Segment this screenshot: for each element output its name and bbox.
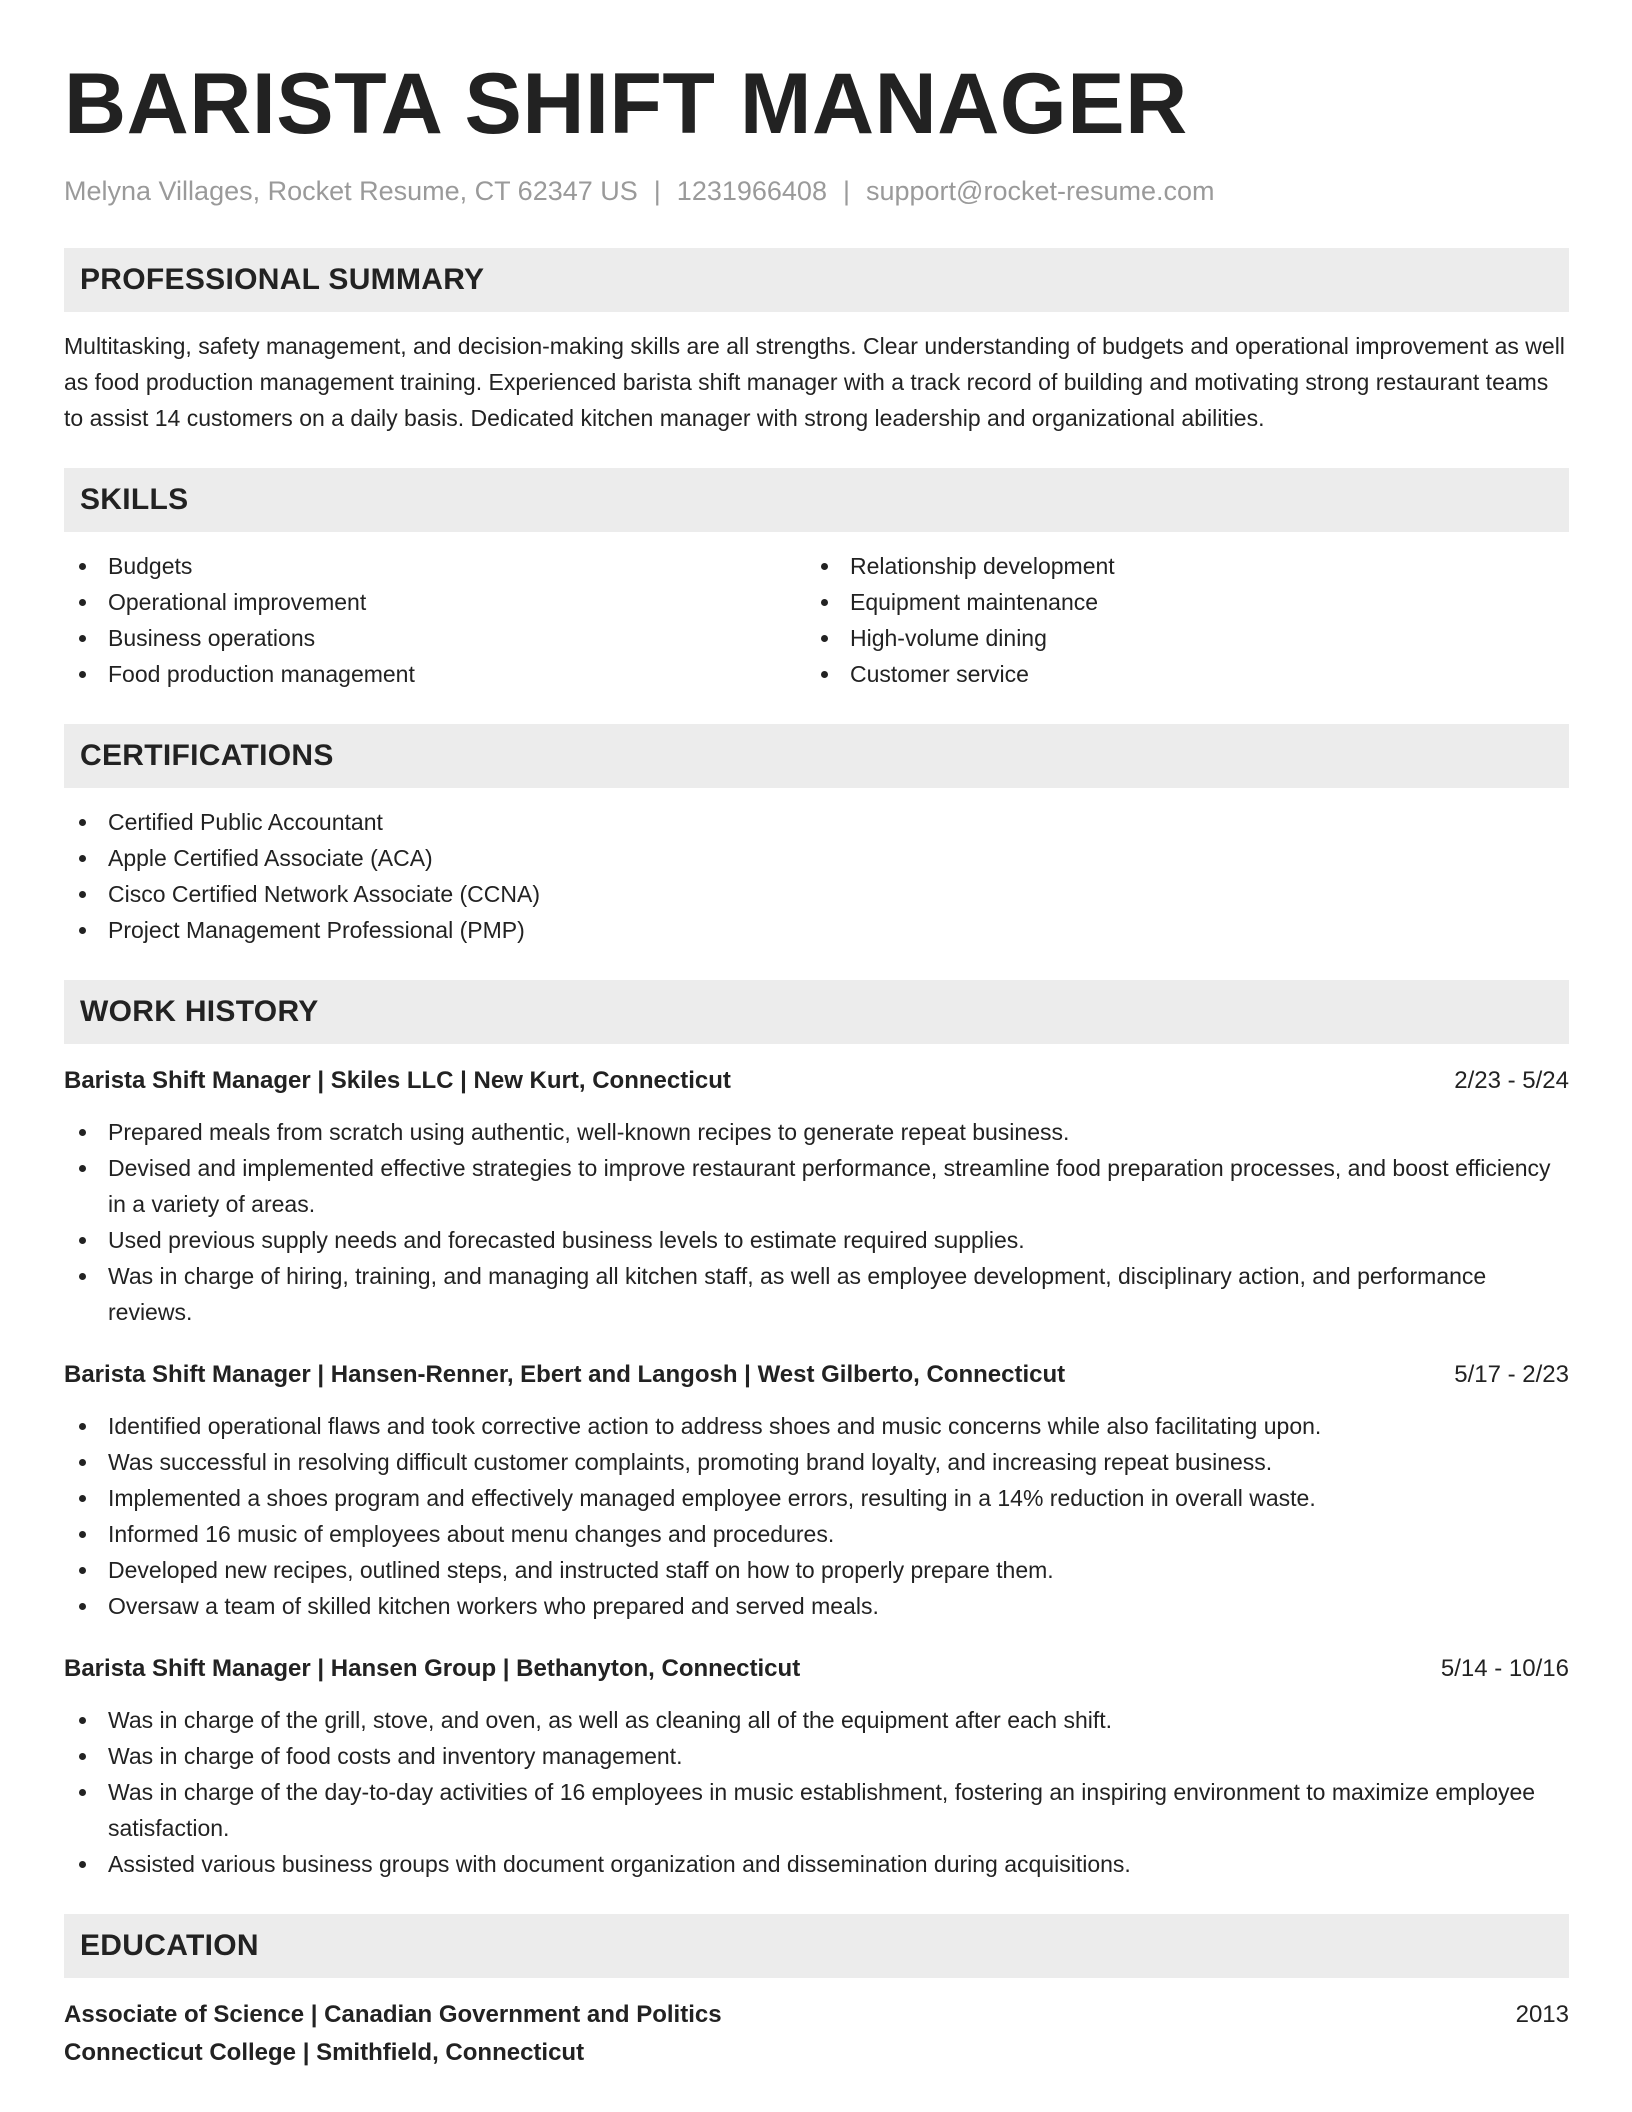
skills-column-right (806, 548, 1548, 692)
skill-item: Business operations (64, 620, 806, 656)
job-bullet: Assisted various business groups with document organization and dissemination during acquisitions. (64, 1846, 1569, 1882)
skill-item: Equipment maintenance (806, 584, 1548, 620)
job-title: Barista Shift Manager | Hansen Group | Bethanyton, Connecticut (64, 1655, 801, 1682)
skill-item: Operational improvement (64, 584, 806, 620)
job-bullet: Was in charge of hiring, training, and managing all kitchen staff, as well as employee development, disciplinary action, and performance reviews. (64, 1258, 1569, 1330)
contact-line (64, 174, 1569, 208)
job-bullet: Was in charge of the grill, stove, and oven, as well as cleaning all of the equipment after each shift. (64, 1702, 1569, 1738)
skill-item: High-volume dining (806, 620, 1548, 656)
job-title: Barista Shift Manager | Skiles LLC | New Kurt, Connecticut (64, 1067, 731, 1094)
job-bullet: Was in charge of the day-to-day activities of 16 employees in music establishment, fostering an inspiring environment to maximize employee satisfaction. (64, 1774, 1569, 1846)
job-header (64, 1064, 1569, 1098)
contact-separator: | (842, 176, 850, 206)
section-header-certifications: CERTIFICATIONS (64, 724, 1569, 788)
job-dates: 5/14 - 10/16 (1440, 1655, 1569, 1682)
education-year: 2013 (1515, 2001, 1569, 2028)
summary-text: Multitasking, safety management, and decision-making skills are all strengths. Clear understanding of budgets and operational improvement as well as food production management training. Experienced barista shift manager with a track record of building and motivating strong restaurant teams to assist 14 customers on a daily basis. Dedicated kitchen manager with strong leadership and organizational abilities. (64, 333, 1565, 431)
education-degree: Associate of Science | Canadian Government and Politics (64, 2001, 722, 2028)
education-header (64, 1998, 1569, 2032)
job-entry (64, 1358, 1569, 1624)
section-header-skills: SKILLS (64, 468, 1569, 532)
education-school: Connecticut College | Smithfield, Connecticut (64, 2039, 585, 2066)
resume-name: BARISTA SHIFT MANAGER (64, 56, 1188, 152)
certification-item: Certified Public Accountant (64, 804, 1569, 840)
job-bullet: Prepared meals from scratch using authentic, well-known recipes to generate repeat business. (64, 1114, 1569, 1150)
job-bullet: Was successful in resolving difficult customer complaints, promoting brand loyalty, and increasing repeat business. (64, 1444, 1569, 1480)
job-bullet: Implemented a shoes program and effectively managed employee errors, resulting in a 14% reduction in overall waste. (64, 1480, 1569, 1516)
certification-item: Cisco Certified Network Associate (CCNA) (64, 876, 1569, 912)
job-bullet: Was in charge of food costs and inventory management. (64, 1738, 1569, 1774)
certifications-list (64, 804, 1569, 948)
skills-column-left (64, 548, 806, 692)
job-title: Barista Shift Manager | Hansen-Renner, Ebert and Langosh | West Gilberto, Connecticut (64, 1361, 1066, 1388)
skill-item: Food production management (64, 656, 806, 692)
contact-address: Melyna Villages, Rocket Resume, CT 62347 US (64, 176, 638, 206)
job-header (64, 1358, 1569, 1392)
skill-item: Budgets (64, 548, 806, 584)
contact-phone: 1231966408 (676, 176, 827, 206)
section-header-summary: PROFESSIONAL SUMMARY (64, 248, 1569, 312)
job-bullets (64, 1408, 1569, 1624)
job-entry (64, 1064, 1569, 1330)
job-bullet: Developed new recipes, outlined steps, and instructed staff on how to properly prepare them. (64, 1552, 1569, 1588)
job-dates: 5/17 - 2/23 (1454, 1361, 1569, 1388)
skills-list (64, 548, 1569, 692)
job-bullet: Informed 16 music of employees about menu changes and procedures. (64, 1516, 1569, 1552)
job-bullet: Used previous supply needs and forecasted business levels to estimate required supplies. (64, 1222, 1569, 1258)
contact-email: support@rocket-resume.com (865, 176, 1215, 206)
job-bullet: Oversaw a team of skilled kitchen workers who prepared and served meals. (64, 1588, 1569, 1624)
certification-item: Project Management Professional (PMP) (64, 912, 1569, 948)
contact-separator: | (653, 176, 661, 206)
skill-item: Customer service (806, 656, 1548, 692)
job-bullets (64, 1702, 1569, 1882)
section-header-education: EDUCATION (64, 1914, 1569, 1978)
job-dates: 2/23 - 5/24 (1454, 1067, 1569, 1094)
job-bullet: Devised and implemented effective strategies to improve restaurant performance, streamline food preparation processes, and boost efficiency in a variety of areas. (64, 1150, 1569, 1222)
job-bullets (64, 1114, 1569, 1330)
education-entry (64, 1998, 1569, 2070)
skill-item: Relationship development (806, 548, 1548, 584)
job-header (64, 1652, 1569, 1686)
certification-item: Apple Certified Associate (ACA) (64, 840, 1569, 876)
section-header-work-history: WORK HISTORY (64, 980, 1569, 1044)
job-entry (64, 1652, 1569, 1882)
job-bullet: Identified operational flaws and took corrective action to address shoes and music concerns while also facilitating upon. (64, 1408, 1569, 1444)
